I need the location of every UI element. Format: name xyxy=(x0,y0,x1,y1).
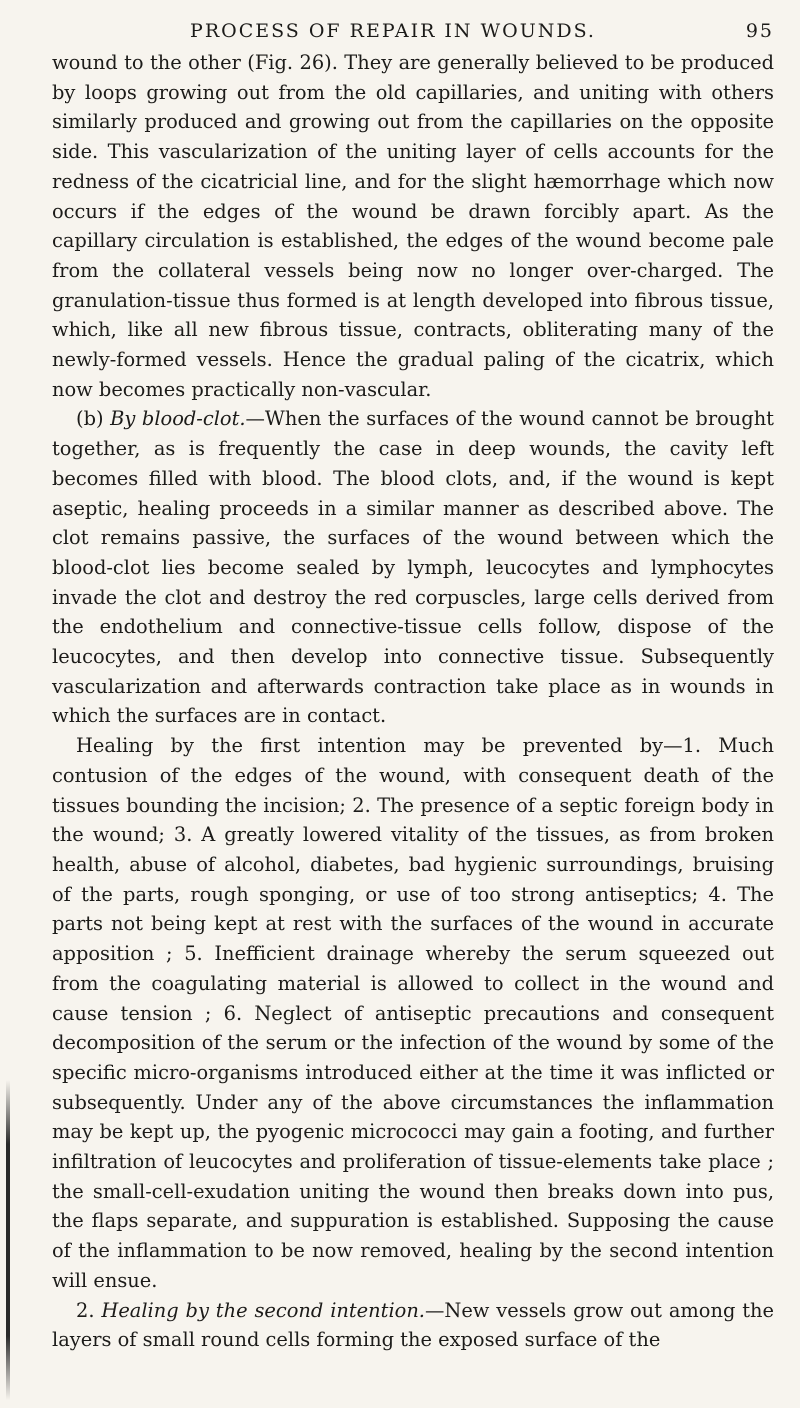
paragraph-text: Healing by the first intention may be prevented by—1. Much contusion of the edges of the wound, with consequent death of the tissues bounding the incision; 2. The presence of a septic foreign body in the wound; 3. A greatly lowered vitality of the tissues, as from broken health, abuse of alcohol, diabetes, bad hygienic surroundings, bruising of the parts, rough sponging, or use of too strong antiseptics; 4. The parts not being kept at rest with the surfaces of the wound in accurate apposition ; 5. Inefficient drainage whereby the serum squeezed out from the coagulating material is allowed to collect in the wound and cause tension ; 6. Neglect of antiseptic precautions and consequent decomposition of the serum or the infection of the wound by some of the specific micro-organisms introduced either at the time it was inflicted or subsequently. Under any of the above circumstances the inflammation may be kept up, the pyogenic micrococci may gain a footing, and further infiltration of leucocytes and proliferation of tissue-elements take place ; the small-cell-exudation uniting the wound then breaks down into pus, the flaps separate, and suppuration is established. Supposing the cause of the inflammation to be now removed, healing by the second intention will ensue. xyxy=(52,734,774,1292)
scan-binding-shadow xyxy=(6,1080,10,1400)
paragraph-blood-clot xyxy=(52,404,774,731)
paragraph-text: —When the surfaces of the wound cannot be brought together, as is frequently the case in deep wounds, the cavity left becomes filled with blood. The blood clots, and, if the wound is kept aseptic, healing proceeds in a similar manner as described above. The clot remains passive, the surfaces of the wound between which the blood-clot lies become sealed by lymph, leucocytes and lymphocytes invade the clot and destroy the red corpuscles, large cells derived from the endothelium and connective-tissue cells follow, dispose of the leucocytes, and then develop into connective tissue. Subsequently vascularization and afterwards contraction take place as in wounds in which the surfaces are in contact. xyxy=(52,407,774,728)
paragraph-text: —New vessels grow out among the layers of small round cells forming the exposed surface of the xyxy=(52,1298,774,1352)
paragraph-text: wound to the other (Fig. 26). They are generally believed to be produced by loops growing out from the old capillaries, and uniting with others similarly produced and growing out from the capillaries on the opposite side. This vascularization of the uniting layer of cells accounts for the redness of the cicatricial line, and for the slight hæmorrhage which now occurs if the edges of the wound be drawn forcibly apart. As the capillary circulation is established, the edges of the wound become pale from the collateral vessels being now no longer over-charged. The granulation-tissue thus formed is at length developed into fibrous tissue, which, like all new fibrous tissue, contracts, obliterating many of the newly-formed vessels. Hence the gradual paling of the cicatrix, which now becomes practically non-vascular. xyxy=(52,51,774,401)
paragraph-lead: (b) xyxy=(76,407,111,431)
page-number: 95 xyxy=(745,20,774,42)
paragraph-lead: 2. xyxy=(76,1298,102,1322)
body-text xyxy=(52,48,774,1355)
running-title: PROCESS OF REPAIR IN WOUNDS. xyxy=(190,20,596,42)
paragraph-second-intention xyxy=(52,1296,774,1355)
paragraph-heading: Healing by the second intention. xyxy=(101,1298,425,1322)
paragraph-heading: By blood-clot. xyxy=(110,407,246,431)
paragraph-first-intention-continued xyxy=(52,48,774,404)
running-header xyxy=(52,10,774,48)
paragraph-prevention xyxy=(52,731,774,1295)
